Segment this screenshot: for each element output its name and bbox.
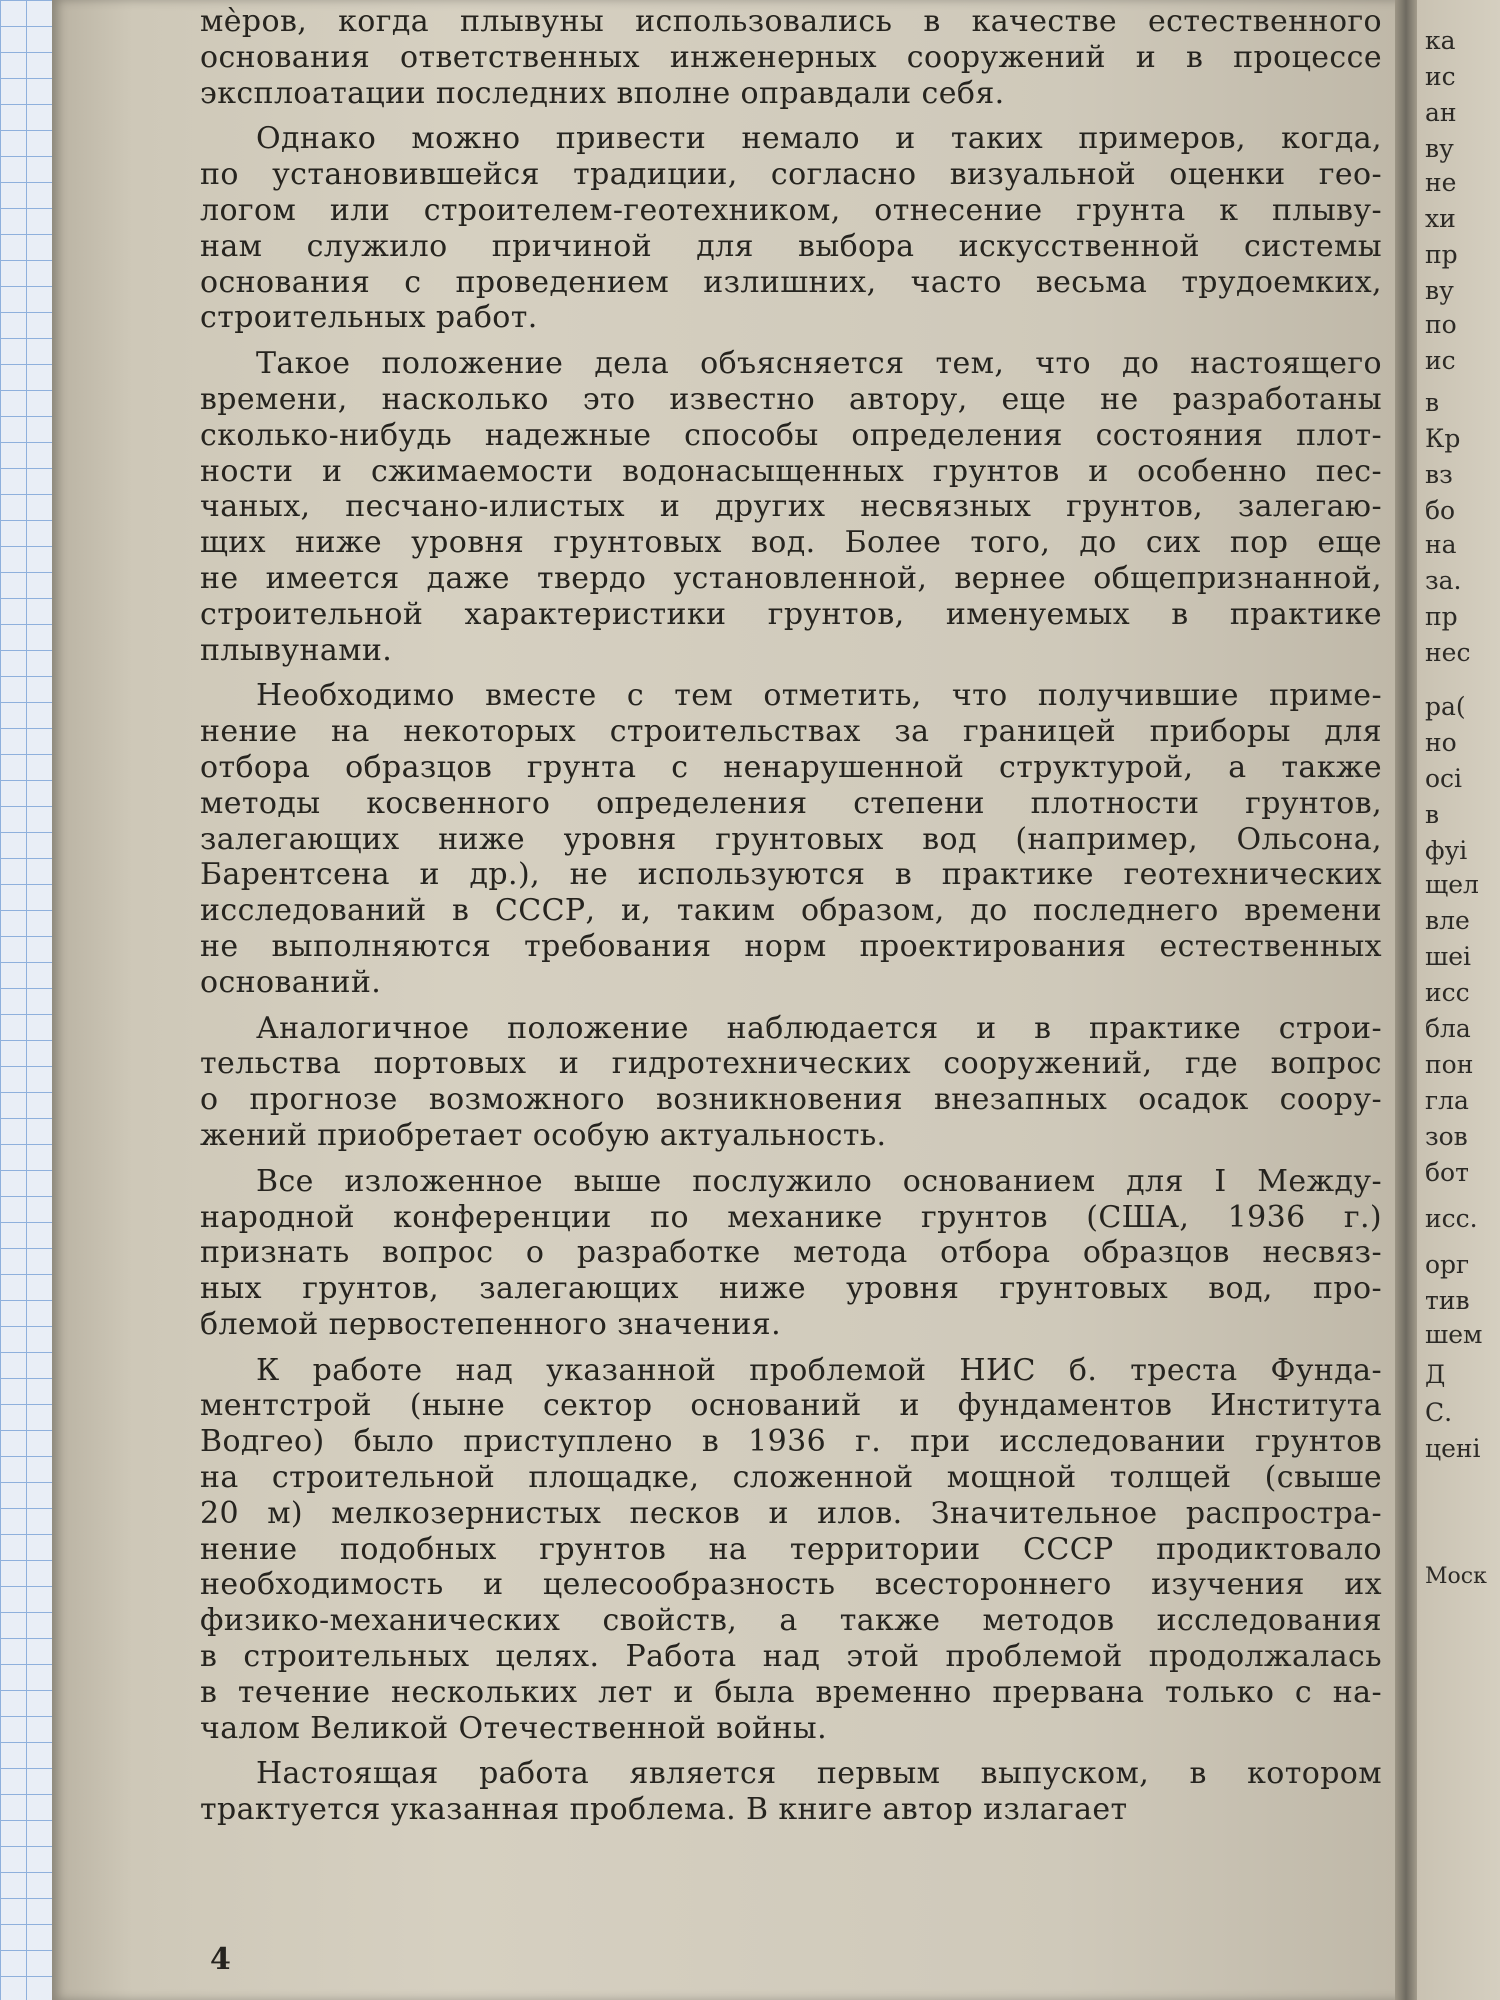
adjacent-page-text-fragment: С. bbox=[1425, 1398, 1453, 1427]
text-line: мѐров, когда плывуны использовались в качестве естественного bbox=[200, 4, 1382, 39]
adjacent-page-text-fragment: ис bbox=[1425, 62, 1456, 91]
text-line: нение на некоторых строительствах за границей приборы для bbox=[200, 714, 1382, 750]
text-line: Водгео) было приступлено в 1936 г. при исследовании грунтов bbox=[200, 1424, 1382, 1460]
paragraph-gap bbox=[200, 336, 1382, 346]
text-line: Все изложенное выше послужило основанием для I Между- bbox=[256, 1163, 1382, 1199]
paragraph bbox=[200, 346, 1382, 668]
text-line: Такое положение дела объясняется тем, что до настоящего bbox=[256, 346, 1382, 382]
adjacent-page-text-fragment: цені bbox=[1425, 1434, 1481, 1463]
text-line: строительной характеристики грунтов, именуемых в практике bbox=[200, 596, 1382, 632]
text-line: жений приобретает особую актуальность. bbox=[200, 1117, 887, 1153]
adjacent-page-text-fragment: бот bbox=[1425, 1158, 1469, 1187]
book-gutter bbox=[1395, 0, 1417, 2000]
paragraph-gap bbox=[200, 111, 1382, 121]
adjacent-page-text-fragment: ву bbox=[1425, 134, 1454, 163]
adjacent-page-text-fragment: ка bbox=[1425, 26, 1456, 55]
text-line: К работе над указанной проблемой НИС б. треста Фунда- bbox=[256, 1352, 1382, 1388]
text-line: физико-механических свойств, а также методов исследования bbox=[200, 1603, 1382, 1639]
adjacent-page-text-fragment: щел bbox=[1425, 870, 1479, 899]
text-line: основания ответственных инженерных сооружений и в процессе bbox=[200, 39, 1382, 75]
paragraph bbox=[200, 1164, 1382, 1343]
text-line: строительных работ. bbox=[200, 300, 538, 336]
text-line: тельства портовых и гидротехнических сооружений, где вопрос bbox=[200, 1046, 1382, 1082]
adjacent-page-text-fragment: за. bbox=[1425, 566, 1462, 595]
adjacent-page-text-fragment: нес bbox=[1425, 638, 1471, 667]
adjacent-page-text-fragment: хи bbox=[1425, 204, 1456, 233]
text-line: залегающих ниже уровня грунтовых вод (например, Ольсона, bbox=[200, 821, 1382, 857]
paragraph bbox=[200, 678, 1382, 1000]
text-line: эксплоатации последних вполне оправдали себя. bbox=[200, 75, 1005, 111]
adjacent-page-text-fragment: шем bbox=[1425, 1320, 1483, 1349]
adjacent-page-text-fragment: в bbox=[1425, 388, 1440, 417]
adjacent-page-edge bbox=[1417, 0, 1500, 2000]
text-line: нам служило причиной для выбора искусственной системы bbox=[200, 228, 1382, 264]
adjacent-page-text-fragment: в bbox=[1425, 800, 1440, 829]
paragraph-gap bbox=[200, 1343, 1382, 1353]
text-line: трактуется указанная проблема. В книге автор излагает bbox=[200, 1792, 1128, 1828]
adjacent-page-text-fragment: вз bbox=[1425, 460, 1453, 489]
adjacent-page-text-fragment: на bbox=[1425, 530, 1457, 559]
text-line: нение подобных грунтов на территории СССР продиктовало bbox=[200, 1531, 1382, 1567]
adjacent-page-text-fragment: Моск bbox=[1425, 1564, 1487, 1589]
text-line: 20 м) мелкозернистых песков и илов. Значительное распростра- bbox=[200, 1495, 1382, 1531]
text-line: о прогнозе возможного возникновения внезапных осадок соору- bbox=[200, 1082, 1382, 1118]
text-line: времени, насколько это известно автору, еще не разработаны bbox=[200, 381, 1382, 417]
text-line: Аналогичное положение наблюдается и в практике строи- bbox=[256, 1010, 1382, 1046]
adjacent-page-text-fragment: пр bbox=[1425, 240, 1458, 269]
paragraph bbox=[200, 4, 1382, 111]
paragraph bbox=[200, 1011, 1382, 1154]
adjacent-page-text-fragment: ву bbox=[1425, 276, 1454, 305]
adjacent-page-text-fragment: но bbox=[1425, 728, 1457, 757]
text-line: основания с проведением излишних, часто весьма трудоемких, bbox=[200, 264, 1382, 300]
adjacent-page-text-fragment: бо bbox=[1425, 496, 1456, 525]
adjacent-page-text-fragment: ис bbox=[1425, 346, 1456, 375]
text-line: оснований. bbox=[200, 964, 382, 1000]
text-line: в течение нескольких лет и была временно прервана только с на- bbox=[200, 1674, 1382, 1710]
text-line: отбора образцов грунта с ненарушенной структурой, а также bbox=[200, 749, 1382, 785]
text-line: ментстрой (ныне сектор оснований и фундаментов Института bbox=[200, 1388, 1382, 1424]
text-line: логом или строителем-геотехником, отнесение грунта к плыву- bbox=[200, 192, 1382, 228]
adjacent-page-text-fragment: вле bbox=[1425, 906, 1470, 935]
text-line: народной конференции по механике грунтов (США, 1936 г.) bbox=[200, 1199, 1382, 1235]
text-line: Однако можно привести немало и таких примеров, когда, bbox=[256, 121, 1382, 157]
text-line: чалом Великой Отечественной войны. bbox=[200, 1710, 828, 1746]
paragraph-gap bbox=[200, 1746, 1382, 1756]
adjacent-page-text-fragment: исс bbox=[1425, 978, 1470, 1007]
adjacent-page-text-fragment: бла bbox=[1425, 1014, 1471, 1043]
text-line: Барентсена и др.), не используются в практике геотехнических bbox=[200, 857, 1382, 893]
adjacent-page-text-fragment: зов bbox=[1425, 1122, 1468, 1151]
adjacent-page-text-fragment: пр bbox=[1425, 602, 1458, 631]
text-line: Необходимо вместе с тем отметить, что получившие приме- bbox=[256, 678, 1382, 714]
adjacent-page-text-fragment: ан bbox=[1425, 98, 1457, 127]
paragraph bbox=[200, 1756, 1382, 1828]
adjacent-page-text-fragment: фуі bbox=[1425, 836, 1468, 865]
text-line: на строительной площадке, сложенной мощной толщей (свыше bbox=[200, 1460, 1382, 1496]
adjacent-page-text-fragment: исс. bbox=[1425, 1204, 1478, 1233]
adjacent-page-text-fragment: ра( bbox=[1425, 692, 1466, 721]
text-line: блемой первостепенного значения. bbox=[200, 1306, 782, 1342]
text-line: в строительных целях. Работа над этой проблемой продолжалась bbox=[200, 1639, 1382, 1675]
body-text bbox=[200, 4, 1382, 1828]
adjacent-page-text-fragment: пон bbox=[1425, 1050, 1474, 1079]
adjacent-page-text-fragment: осі bbox=[1425, 764, 1463, 793]
text-line: плывунами. bbox=[200, 632, 393, 668]
adjacent-page-text-fragment: не bbox=[1425, 168, 1457, 197]
text-line: щих ниже уровня грунтовых вод. Более того, до сих пор еще bbox=[200, 525, 1382, 561]
text-line: Настоящая работа является первым выпуском, в котором bbox=[256, 1756, 1382, 1792]
text-line: необходимость и целесообразность всестороннего изучения их bbox=[200, 1567, 1382, 1603]
text-line: признать вопрос о разработке метода отбора образцов несвяз- bbox=[200, 1235, 1382, 1271]
adjacent-page-text-fragment: шеі bbox=[1425, 942, 1472, 971]
paragraph-gap bbox=[200, 1001, 1382, 1011]
paragraph-gap bbox=[200, 668, 1382, 678]
text-line: исследований в СССР, и, таким образом, до последнего времени bbox=[200, 893, 1382, 929]
adjacent-page-text-fragment: по bbox=[1425, 310, 1457, 339]
adjacent-page-text-fragment: гла bbox=[1425, 1086, 1469, 1115]
text-line: не имеется даже твердо установленной, вернее общепризнанной, bbox=[200, 560, 1382, 596]
paragraph bbox=[200, 1353, 1382, 1747]
paragraph bbox=[200, 121, 1382, 336]
page-number: 4 bbox=[210, 1942, 231, 1977]
adjacent-page-text-fragment: орг bbox=[1425, 1250, 1470, 1279]
adjacent-page-text-fragment: Кр bbox=[1425, 424, 1461, 453]
text-line: чаных, песчано-илистых и других несвязных грунтов, залегаю- bbox=[200, 489, 1382, 525]
adjacent-page-text-fragment: тив bbox=[1425, 1286, 1470, 1315]
adjacent-page-text-fragment: Д bbox=[1425, 1360, 1446, 1389]
text-line: ности и сжимаемости водонасыщенных грунтов и особенно пес- bbox=[200, 453, 1382, 489]
text-line: ных грунтов, залегающих ниже уровня грунтовых вод, про- bbox=[200, 1271, 1382, 1307]
text-line: сколько-нибудь надежные способы определения состояния плот- bbox=[200, 417, 1382, 453]
text-line: методы косвенного определения степени плотности грунтов, bbox=[200, 785, 1382, 821]
paragraph-gap bbox=[200, 1154, 1382, 1164]
text-line: не выполняются требования норм проектирования естественных bbox=[200, 928, 1382, 964]
text-line: по установившейся традиции, согласно визуальной оценки гео- bbox=[200, 157, 1382, 193]
